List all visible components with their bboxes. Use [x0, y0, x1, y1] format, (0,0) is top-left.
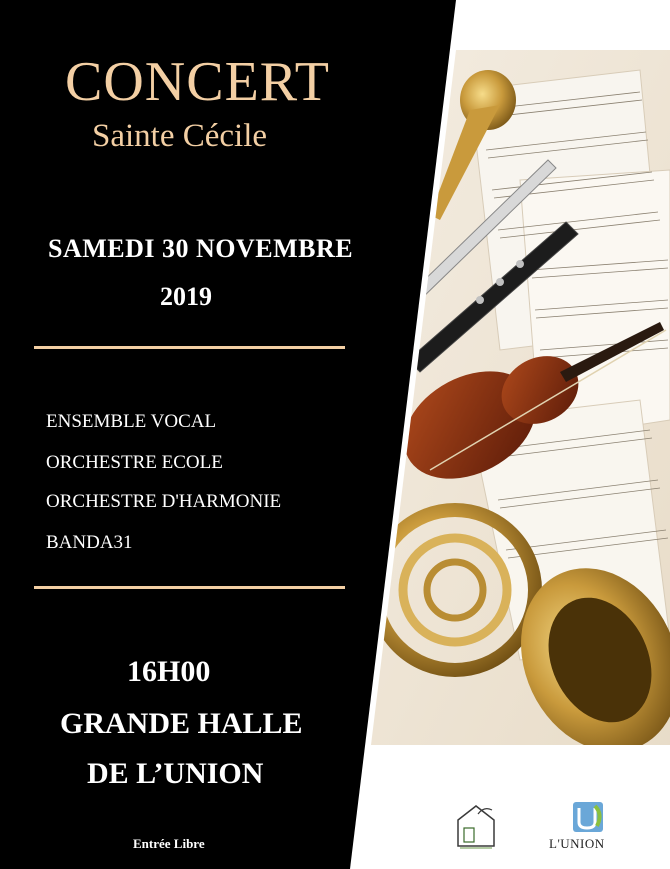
entry-note: Entrée Libre	[133, 836, 205, 851]
event-date: SAMEDI 30 NOVEMBRE	[48, 234, 354, 263]
concert-subtitle: Sainte Cécile	[92, 118, 268, 154]
association-logo	[452, 800, 500, 850]
ensemble-item: BANDA31	[46, 532, 133, 553]
ensemble-item: ENSEMBLE VOCAL	[46, 411, 217, 432]
event-year: 2019	[160, 282, 212, 311]
event-time: 16H00	[127, 655, 211, 688]
divider-bottom	[34, 586, 345, 589]
divider-top	[34, 346, 345, 349]
ensemble-item: ORCHESTRE ECOLE	[46, 452, 223, 473]
venue-line-2: DE L’UNION	[87, 757, 264, 790]
ensemble-item: ORCHESTRE D'HARMONIE	[46, 491, 282, 512]
union-logo-text: L'UNION	[549, 836, 605, 851]
concert-title: CONCERT	[65, 51, 330, 113]
venue-line-1: GRANDE HALLE	[60, 707, 303, 740]
